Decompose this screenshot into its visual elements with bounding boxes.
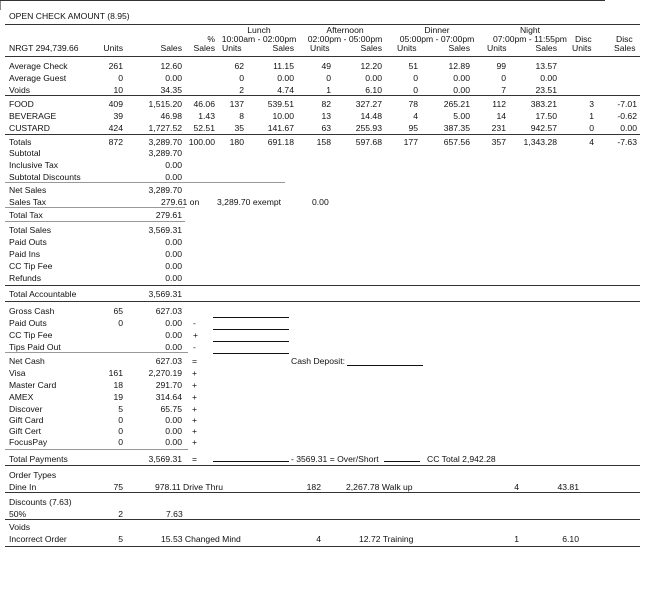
cash-paid-outs-label: Paid Outs	[9, 318, 47, 328]
net-cash-value: 627.03	[155, 356, 182, 366]
subtotal-divider	[5, 182, 285, 183]
sales-header: Sales	[160, 43, 182, 53]
cash-paid-outs-value: 0.00	[165, 318, 182, 328]
cc-tip-fee-label: CC Tip Fee	[9, 261, 53, 271]
cash-deposit-line	[347, 365, 423, 366]
order-types-label: Order Types	[9, 470, 57, 480]
lunch-units: 180	[229, 137, 244, 147]
category-units: 39	[113, 111, 123, 121]
voids-label: Voids	[9, 522, 31, 532]
afternoon-sales: 0.00	[365, 73, 382, 83]
cc-total: CC Total 2,942.28	[427, 454, 496, 464]
row-label: Average Check	[9, 61, 68, 71]
afternoon-units: 49	[321, 61, 331, 71]
paid-outs-label: Paid Outs	[9, 237, 47, 247]
category-units: 424	[108, 123, 123, 133]
dinner-sales: 12.89	[448, 61, 470, 71]
night-units: 7	[501, 85, 506, 95]
refunds-label: Refunds	[9, 273, 42, 283]
signature-line	[213, 353, 289, 354]
tips-paid-out-value: 0.00	[165, 342, 182, 352]
discount-units: 2	[118, 509, 123, 519]
night-units: 0	[501, 73, 506, 83]
focuspay-label: FocusPay	[9, 437, 48, 447]
discount-divider	[5, 519, 640, 520]
subtotal-label: Subtotal	[9, 148, 41, 158]
disc-sales: 0.00	[620, 123, 637, 133]
net-sales-value: 3,289.70	[148, 185, 182, 195]
plus-operator: +	[192, 392, 198, 402]
total-sales-label: Total Sales	[9, 225, 52, 235]
night-sales: 383.21	[530, 99, 557, 109]
lunch-units: 62	[234, 61, 244, 71]
order-units-2: 182	[306, 482, 321, 492]
category-units: 409	[108, 99, 123, 109]
dinner-units: 0	[413, 73, 418, 83]
visa-units: 161	[108, 368, 123, 378]
disc-units: 3	[589, 99, 594, 109]
dinner-units: 95	[408, 123, 418, 133]
void-units-3: 1	[514, 534, 519, 544]
gross-cash-units: 65	[113, 306, 123, 316]
night-units-header: Units	[487, 43, 507, 53]
dinner-units: 177	[403, 137, 418, 147]
refunds-value: 0.00	[165, 273, 182, 283]
minus-operator: -	[193, 342, 196, 352]
night-sales: 942.57	[530, 123, 557, 133]
frame-left-border	[0, 0, 1, 10]
category-sales: 46.98	[160, 111, 182, 121]
disc-sales-header: Sales	[614, 43, 636, 53]
discount-value: 7.63	[166, 509, 183, 519]
category-label: CUSTARD	[9, 123, 50, 133]
total-sales-value: 3,569.31	[148, 225, 182, 235]
lunch-units: 35	[234, 123, 244, 133]
gross-cash-value: 627.03	[155, 306, 182, 316]
category-label: BEVERAGE	[9, 111, 57, 121]
lunch-units: 8	[239, 111, 244, 121]
disc-sales: -7.63	[617, 137, 637, 147]
discount-row-label: 50%	[9, 509, 27, 519]
tax-divider	[5, 207, 185, 208]
gift-card-value: 0.00	[165, 415, 182, 425]
disc-units-top: Disc	[575, 34, 592, 44]
focuspay-divider	[5, 449, 188, 450]
order-value-2: 2,267.78 Walk up	[346, 482, 413, 492]
total-payments-label: Total Payments	[9, 454, 68, 464]
afternoon-units: 0	[326, 73, 331, 83]
night-sales: 17.50	[535, 111, 557, 121]
dinner-sales: 387.35	[443, 123, 470, 133]
disc-sales: -0.62	[617, 111, 637, 121]
afternoon-sales: 14.48	[360, 111, 382, 121]
night-sales: 13.57	[535, 61, 557, 71]
disc-units: 1	[589, 111, 594, 121]
plus-operator: +	[192, 437, 198, 447]
cash-cc-tip-fee-label: CC Tip Fee	[9, 330, 53, 340]
master-card-units: 18	[113, 380, 123, 390]
void-value: 15.53 Changed Mind	[161, 534, 241, 544]
signature-line	[213, 461, 289, 462]
row-sales: 34.35	[160, 85, 182, 95]
afternoon-units-header: Units	[310, 43, 330, 53]
afternoon-time: 02:00pm - 05:00pm	[307, 34, 383, 44]
voids-divider	[5, 546, 640, 547]
lunch-sales: 11.15	[273, 61, 294, 71]
afternoon-units: 1	[326, 85, 331, 95]
afternoon-units: 82	[321, 99, 331, 109]
subtotal-discounts-label: Subtotal Discounts	[9, 172, 81, 182]
gross-cash-label: Gross Cash	[9, 306, 55, 316]
lunch-sales-header: Sales	[272, 43, 294, 53]
lunch-title: Lunch	[247, 25, 271, 35]
accountable-divider	[5, 301, 640, 302]
afternoon-sales: 597.68	[355, 137, 382, 147]
sales-tax-extra: 0.00	[312, 197, 329, 207]
afternoon-units: 13	[321, 111, 331, 121]
discover-value: 65.75	[160, 404, 182, 414]
dinner-sales: 657.56	[443, 137, 470, 147]
paid-ins-value: 0.00	[165, 249, 182, 259]
total-tax-label: Total Tax	[9, 210, 43, 220]
tips-paid-out-label: Tips Paid Out	[9, 342, 61, 352]
lunch-sales: 10.00	[272, 111, 294, 121]
afternoon-units: 63	[321, 123, 331, 133]
total-tax-value: 279.61	[155, 210, 182, 220]
pct-header: %	[207, 34, 215, 44]
discounts-label: Discounts (7.63)	[9, 497, 72, 507]
cash-paid-outs-units: 0	[118, 318, 123, 328]
afternoon-units: 158	[316, 137, 331, 147]
dinner-title: Dinner	[424, 25, 450, 35]
net-cash-label: Net Cash	[9, 356, 45, 366]
disc-sales: -7.01	[617, 99, 637, 109]
order-value-3: 43.81	[557, 482, 579, 492]
gift-card-label: Gift Card	[9, 415, 44, 425]
payments-divider	[5, 465, 640, 466]
disc-units-header: Units	[572, 43, 592, 53]
gift-cert-label: Gift Cert	[9, 426, 41, 436]
visa-value: 2,270.19	[148, 368, 182, 378]
dinner-units-header: Units	[397, 43, 417, 53]
dinner-units: 51	[408, 61, 418, 71]
amex-value: 314.64	[155, 392, 182, 402]
over-short-line	[384, 461, 420, 462]
cc-tip-fee-value: 0.00	[165, 261, 182, 271]
row-label: Average Guest	[9, 73, 67, 83]
disc-units: 4	[589, 137, 594, 147]
night-time: 07:00pm - 11:55pm	[493, 34, 567, 44]
lunch-sales: 4.74	[277, 85, 294, 95]
void-value-2: 12.72 Training	[359, 534, 414, 544]
plus-operator: +	[192, 415, 198, 425]
plus-operator: +	[192, 404, 198, 414]
cash-cc-tip-fee-value: 0.00	[165, 330, 182, 340]
night-sales: 1,343.28	[523, 137, 557, 147]
lunch-units-header: Units	[222, 43, 242, 53]
amex-units: 19	[113, 392, 123, 402]
row-sales: 12.60	[160, 61, 182, 71]
dinner-sales-header: Sales	[448, 43, 470, 53]
afternoon-title: Afternoon	[326, 25, 364, 35]
lunch-time: 10:00am - 02:00pm	[221, 34, 297, 44]
night-units: 14	[496, 111, 506, 121]
category-pct: 46.06	[193, 99, 215, 109]
minus-operator: -	[193, 318, 196, 328]
plus-operator: +	[192, 426, 198, 436]
afternoon-sales: 12.20	[360, 61, 382, 71]
lunch-units: 137	[229, 99, 244, 109]
over-short-text: - 3569.31 = Over/Short	[291, 454, 379, 464]
signature-line	[213, 329, 289, 330]
dinner-sales: 0.00	[453, 85, 470, 95]
afternoon-sales: 327.27	[355, 99, 382, 109]
inclusive-tax-label: Inclusive Tax	[9, 160, 59, 170]
plus-operator: +	[192, 380, 198, 390]
row-units: 261	[108, 61, 123, 71]
gift-cert-units: 0	[118, 426, 123, 436]
plus-operator: +	[193, 330, 199, 340]
paid-ins-label: Paid Ins	[9, 249, 41, 259]
order-units-3: 4	[514, 482, 519, 492]
subtotal-value: 3,289.70	[148, 148, 182, 158]
sales-tax-label: Sales Tax	[9, 197, 47, 207]
focuspay-units: 0	[118, 437, 123, 447]
afternoon-sales: 6.10	[365, 85, 382, 95]
nrgt-label: NRGT 294,739.66	[9, 43, 79, 53]
refunds-divider	[5, 285, 640, 286]
totals-units: 872	[108, 137, 123, 147]
night-units: 112	[492, 99, 506, 109]
category-divider	[5, 134, 640, 135]
lunch-sales: 691.18	[267, 137, 294, 147]
net-sales-label: Net Sales	[9, 185, 47, 195]
header-divider	[5, 56, 640, 57]
units-header: Units	[103, 43, 123, 53]
focuspay-value: 0.00	[165, 437, 182, 447]
total-payments-value: 3,569.31	[148, 454, 182, 464]
total-accountable-value: 3,569.31	[148, 289, 182, 299]
dinner-units: 4	[413, 111, 418, 121]
row-label: Voids	[9, 85, 31, 95]
amex-label: AMEX	[9, 392, 34, 402]
row-units: 10	[113, 85, 123, 95]
void-value-3: 6.10	[562, 534, 579, 544]
lunch-units: 0	[239, 73, 244, 83]
category-pct: 1.43	[198, 111, 215, 121]
dinner-units: 78	[408, 99, 418, 109]
disc-sales-top: Disc	[616, 34, 633, 44]
paid-outs-value: 0.00	[165, 237, 182, 247]
equals-operator: =	[192, 356, 198, 366]
void-row-label: Incorrect Order	[9, 534, 67, 544]
night-sales-header: Sales	[535, 43, 557, 53]
order-divider	[5, 492, 640, 493]
order-units: 75	[113, 482, 123, 492]
total-accountable-label: Total Accountable	[9, 289, 77, 299]
night-title: Night	[519, 25, 541, 35]
lunch-units: 2	[239, 85, 244, 95]
category-sales: 1,727.52	[148, 123, 182, 133]
master-card-value: 291.70	[155, 380, 182, 390]
report-title: OPEN CHECK AMOUNT (8.95)	[9, 11, 130, 21]
summary-divider	[5, 95, 640, 96]
dinner-sales: 0.00	[453, 73, 470, 83]
gift-cert-value: 0.00	[165, 426, 182, 436]
inclusive-tax-value: 0.00	[165, 160, 182, 170]
tips-divider	[5, 352, 188, 353]
category-pct: 52.51	[193, 123, 215, 133]
discover-label: Discover	[9, 404, 43, 414]
totals-label: Totals	[9, 137, 32, 147]
void-units: 5	[118, 534, 123, 544]
dinner-time: 05:00pm - 07:00pm	[399, 34, 475, 44]
sales-tax-exempt: 3,289.70 exempt	[217, 197, 282, 207]
subtotal-discounts-value: 0.00	[165, 172, 182, 182]
night-units: 231	[491, 123, 506, 133]
pct-sales-header: Sales	[193, 43, 215, 53]
row-units: 0	[118, 73, 123, 83]
visa-label: Visa	[9, 368, 26, 378]
night-sales: 0.00	[540, 73, 557, 83]
category-sales: 1,515.20	[148, 99, 182, 109]
gift-card-units: 0	[118, 415, 123, 425]
top-border	[0, 0, 605, 1]
plus-operator: +	[192, 368, 198, 378]
totals-sales: 3,289.70	[148, 137, 182, 147]
dinner-units: 0	[413, 85, 418, 95]
lunch-sales: 141.67	[267, 123, 294, 133]
night-sales: 23.51	[535, 85, 557, 95]
signature-line	[213, 341, 289, 342]
dinner-sales: 5.00	[453, 111, 470, 121]
dinner-sales: 265.21	[443, 99, 470, 109]
disc-units: 0	[589, 123, 594, 133]
cash-deposit-label: Cash Deposit:	[291, 356, 345, 366]
night-units: 357	[491, 137, 506, 147]
void-units-2: 4	[316, 534, 321, 544]
total-tax-divider	[5, 221, 185, 222]
afternoon-sales: 255.93	[355, 123, 382, 133]
lunch-sales: 0.00	[277, 73, 294, 83]
order-row-label: Dine In	[9, 482, 37, 492]
discover-units: 5	[118, 404, 123, 414]
totals-pct: 100.00	[188, 137, 215, 147]
category-label: FOOD	[9, 99, 34, 109]
afternoon-sales-header: Sales	[360, 43, 382, 53]
order-value: 978.11 Drive Thru	[155, 482, 223, 492]
lunch-sales: 539.51	[267, 99, 294, 109]
night-units: 99	[496, 61, 506, 71]
signature-line	[213, 317, 289, 318]
row-sales: 0.00	[165, 73, 182, 83]
equals-operator: =	[192, 454, 198, 464]
sales-tax-value: 279.61 on	[161, 197, 200, 207]
master-card-label: Master Card	[9, 380, 57, 390]
